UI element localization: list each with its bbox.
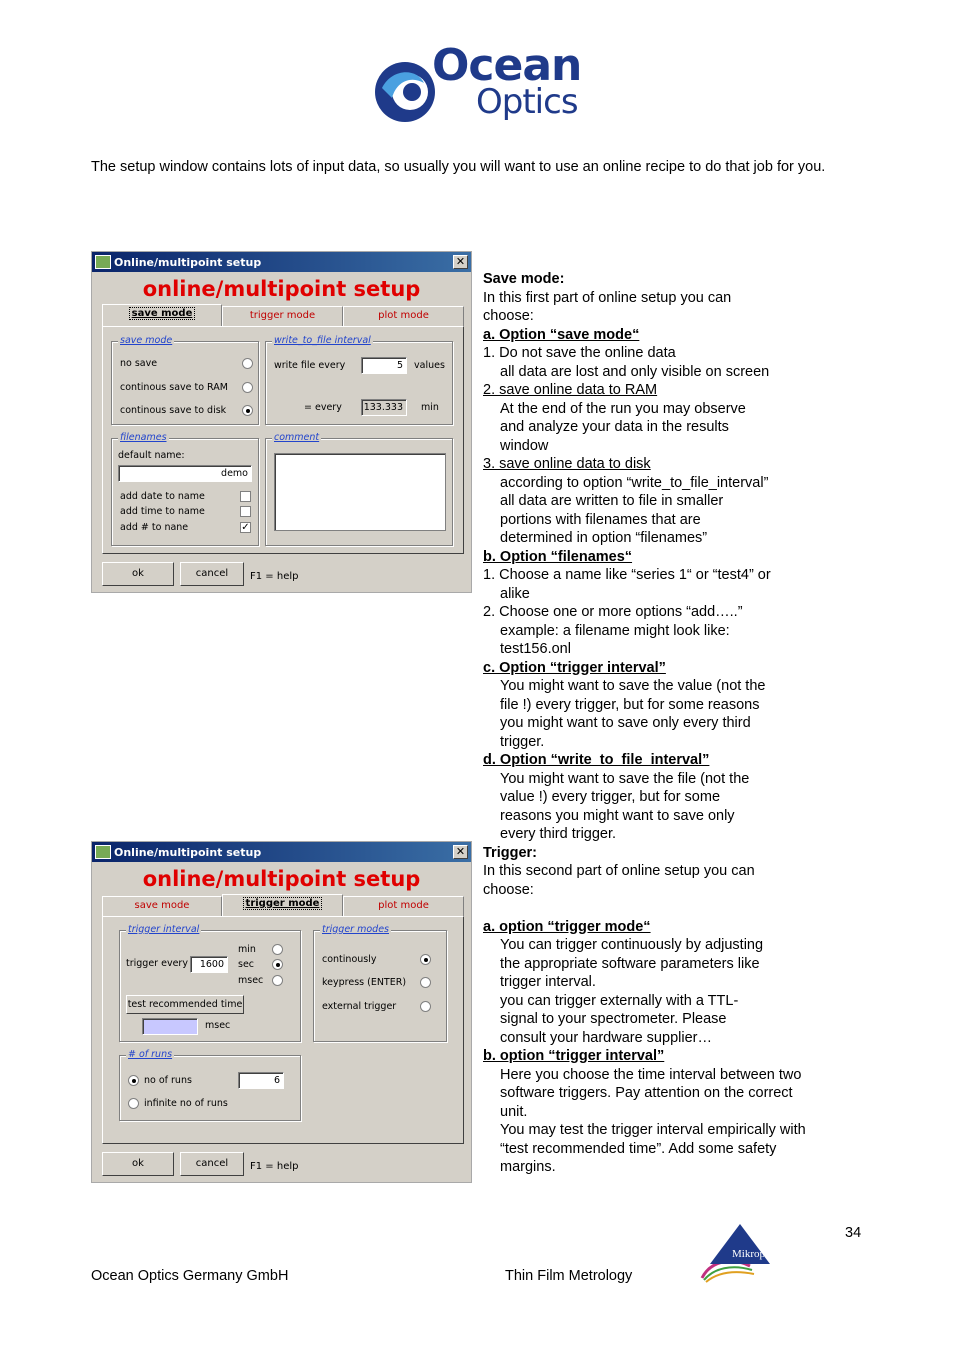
runs-group: # of runs no of runs 6 infinite no of runs <box>119 1055 301 1121</box>
no-of-runs-label: no of runs <box>144 1075 192 1086</box>
filenames-group: filenames default name: demo add date to name add time to name add # to nane ✓ <box>111 438 259 546</box>
text-line: a. option “trigger mode“ <box>483 918 651 935</box>
save-ram-radio[interactable] <box>242 382 253 393</box>
app-icon <box>95 255 111 269</box>
add-number-label: add # to nane <box>120 522 189 533</box>
equals-every-label: = every <box>304 402 342 413</box>
ocean-optics-logo <box>372 40 597 134</box>
tab-plot-mode[interactable]: plot mode <box>343 896 464 916</box>
text-line: In this second part of online setup you can <box>483 863 755 879</box>
write-file-every-input[interactable]: 5 <box>361 357 407 374</box>
ok-button[interactable]: ok <box>102 1152 174 1176</box>
write-to-file-group: write_to_file interval write file every 5 values = every 133.333 min <box>265 341 453 425</box>
text-line: signal to your spectrometer. Please <box>500 1011 727 1027</box>
unit-sec-radio[interactable] <box>272 959 283 970</box>
text-line: You might want to save the value (not the <box>500 678 766 694</box>
text-line: Here you choose the time interval between two <box>500 1066 802 1083</box>
text-line: trigger interval. <box>500 974 596 990</box>
text-line: according to option “write_to_file_interval” <box>500 474 769 491</box>
cancel-button[interactable]: cancel <box>180 1152 244 1176</box>
text-line: b. option “trigger interval” <box>483 1048 665 1064</box>
text-line: test156.onl <box>500 641 571 657</box>
text-line: choose: <box>483 881 534 898</box>
ocean-wave-icon <box>372 48 438 128</box>
footer-title: Thin Film Metrology <box>505 1268 633 1284</box>
trigger-interval-group: trigger interval trigger every 1600 min sec msec test recommended time msec <box>119 930 301 1042</box>
tab-trigger-mode[interactable]: trigger mode <box>222 306 343 326</box>
text-line: 2. Choose one or more options “add…..” <box>483 604 743 620</box>
default-name-label: default name: <box>118 450 185 461</box>
every-minutes-field: 133.333 <box>361 399 407 416</box>
page-number: 34 <box>845 1225 862 1241</box>
text-line: reasons you might want to save only <box>500 807 735 824</box>
text-line: You might want to save the file (not the <box>500 770 750 787</box>
text-line: window <box>500 437 549 454</box>
add-time-label: add time to name <box>120 506 205 517</box>
text-line: you can trigger externally with a TTL- <box>500 992 739 1009</box>
comment-group: comment <box>265 438 453 546</box>
no-save-radio[interactable] <box>242 358 253 369</box>
trigger-modes-group: trigger modes continously keypress (ENTER) external trigger <box>313 930 447 1042</box>
keypress-radio[interactable] <box>420 977 431 988</box>
text-line: all data are written to file in smaller <box>500 493 724 509</box>
logo-optics-text: Optics <box>476 82 578 122</box>
tab-panel <box>102 916 464 1144</box>
unit-sec-label: sec <box>238 959 255 970</box>
trigger-every-label: trigger every <box>126 958 188 969</box>
text-line: file !) every trigger, but for some reasons <box>500 696 760 713</box>
external-trigger-label: external trigger <box>322 1001 397 1012</box>
continously-label: continously <box>322 954 377 965</box>
tab-save-mode[interactable]: save mode <box>102 304 222 326</box>
text-line: Trigger: <box>483 844 537 861</box>
help-hint: F1 = help <box>250 571 299 582</box>
min-label: min <box>421 402 439 413</box>
add-date-label: add date to name <box>120 491 205 502</box>
setup-dialog-trigger-mode <box>91 841 472 1183</box>
text-line: 1. Do not save the online data <box>483 345 676 361</box>
save-disk-label: continous save to disk <box>120 405 227 416</box>
text-line: choose: <box>483 308 534 324</box>
text-line: trigger. <box>500 733 545 750</box>
trigger-every-input[interactable]: 1600 <box>190 956 228 973</box>
cancel-button[interactable]: cancel <box>180 562 244 586</box>
add-time-checkbox[interactable] <box>240 506 251 517</box>
write-file-every-label: write file every <box>274 360 346 371</box>
app-icon <box>95 845 111 859</box>
text-line: software triggers. Pay attention on the correct <box>500 1085 793 1101</box>
unit-msec-label: msec <box>238 975 264 986</box>
tab-trigger-mode[interactable]: trigger mode <box>222 894 343 916</box>
text-line: and analyze your data in the results <box>500 419 729 435</box>
text-line: 3. save online data to disk <box>483 456 651 472</box>
test-recommended-time-button[interactable]: test recommended time <box>126 995 244 1014</box>
logo-ocean-text: Ocean <box>432 40 582 91</box>
dialog-titlebar <box>92 252 471 272</box>
no-of-runs-radio[interactable] <box>128 1075 139 1086</box>
text-line: consult your hardware supplier… <box>500 1029 712 1046</box>
add-number-checkbox[interactable]: ✓ <box>241 522 250 533</box>
save-disk-radio[interactable] <box>242 405 253 416</box>
mikropack-logo <box>700 1222 800 1284</box>
tab-save-mode[interactable]: save mode <box>102 896 222 916</box>
comment-textarea[interactable] <box>274 453 446 531</box>
text-line: 2. save online data to RAM <box>483 382 658 398</box>
continously-radio[interactable] <box>420 954 431 965</box>
save-mode-group: save mode no save continous save to RAM continous save to disk <box>111 341 259 425</box>
infinite-runs-radio[interactable] <box>128 1098 139 1109</box>
text-line: unit. <box>500 1103 528 1120</box>
text-line: In this first part of online setup you can <box>483 289 732 306</box>
text-line: c. Option “trigger interval” <box>483 659 666 676</box>
text-line: Save mode: <box>483 271 565 287</box>
tab-panel <box>102 326 464 554</box>
msec-label: msec <box>205 1020 231 1031</box>
text-line: At the end of the run you may observe <box>500 400 746 417</box>
close-button[interactable]: ✕ <box>453 255 468 269</box>
no-of-runs-input[interactable]: 6 <box>238 1072 284 1089</box>
explanation-column <box>483 270 853 1177</box>
dialog-titlebar <box>92 842 471 862</box>
no-save-label: no save <box>120 358 158 369</box>
ok-button[interactable]: ok <box>102 562 174 586</box>
window-title: Online/multipoint setup <box>114 255 262 269</box>
unit-msec-radio[interactable] <box>272 975 283 986</box>
intro-paragraph: The setup window contains lots of input data, so usually you will want to use an online recipe to do that job for you. <box>91 159 826 175</box>
footer-company: Ocean Optics Germany GmbH <box>91 1268 289 1284</box>
text-line: margins. <box>500 1159 556 1175</box>
text-line: determined in option “filenames” <box>500 530 708 546</box>
text-line: you might want to save only every third <box>500 715 751 731</box>
text-line: the appropriate software parameters like <box>500 955 760 972</box>
dialog-heading: online/multipoint setup <box>142 867 421 891</box>
text-line: “test recommended time”. Add some safety <box>500 1140 777 1157</box>
values-label: values <box>414 360 445 371</box>
text-line: portions with filenames that are <box>500 511 701 528</box>
text-line: 1. Choose a name like “series 1“ or “test4” or <box>483 567 771 583</box>
text-line: every third trigger. <box>500 826 617 842</box>
keypress-label: keypress (ENTER) <box>322 977 407 988</box>
recommended-time-field <box>142 1018 198 1035</box>
text-line: value !) every trigger, but for some <box>500 789 721 805</box>
setup-dialog-save-mode <box>91 251 472 593</box>
text-line: example: a filename might look like: <box>500 622 730 639</box>
help-hint: F1 = help <box>250 1161 299 1172</box>
external-trigger-radio[interactable] <box>420 1001 431 1012</box>
text-line: b. Option “filenames“ <box>483 548 633 565</box>
close-button[interactable]: ✕ <box>453 845 468 859</box>
text-line: You may test the trigger interval empirically with <box>500 1122 806 1138</box>
text-line: a. Option “save mode“ <box>483 326 640 343</box>
window-title: Online/multipoint setup <box>114 845 262 859</box>
infinite-runs-label: infinite no of runs <box>144 1098 228 1109</box>
text-line: d. Option “write_to_file_interval” <box>483 752 710 768</box>
text-line: all data are lost and only visible on screen <box>500 363 770 380</box>
tab-plot-mode[interactable]: plot mode <box>343 306 464 326</box>
dialog-heading: online/multipoint setup <box>142 277 421 301</box>
text-line: You can trigger continuously by adjusting <box>500 937 764 953</box>
mikropack-text: Mikropack <box>732 1248 781 1260</box>
unit-min-label: min <box>238 944 256 955</box>
add-date-checkbox[interactable] <box>240 491 251 502</box>
text-line: alike <box>500 585 530 602</box>
default-name-input[interactable]: demo <box>118 465 252 482</box>
save-ram-label: continous save to RAM <box>120 382 228 393</box>
unit-min-radio[interactable] <box>272 944 283 955</box>
text-line <box>483 899 853 918</box>
